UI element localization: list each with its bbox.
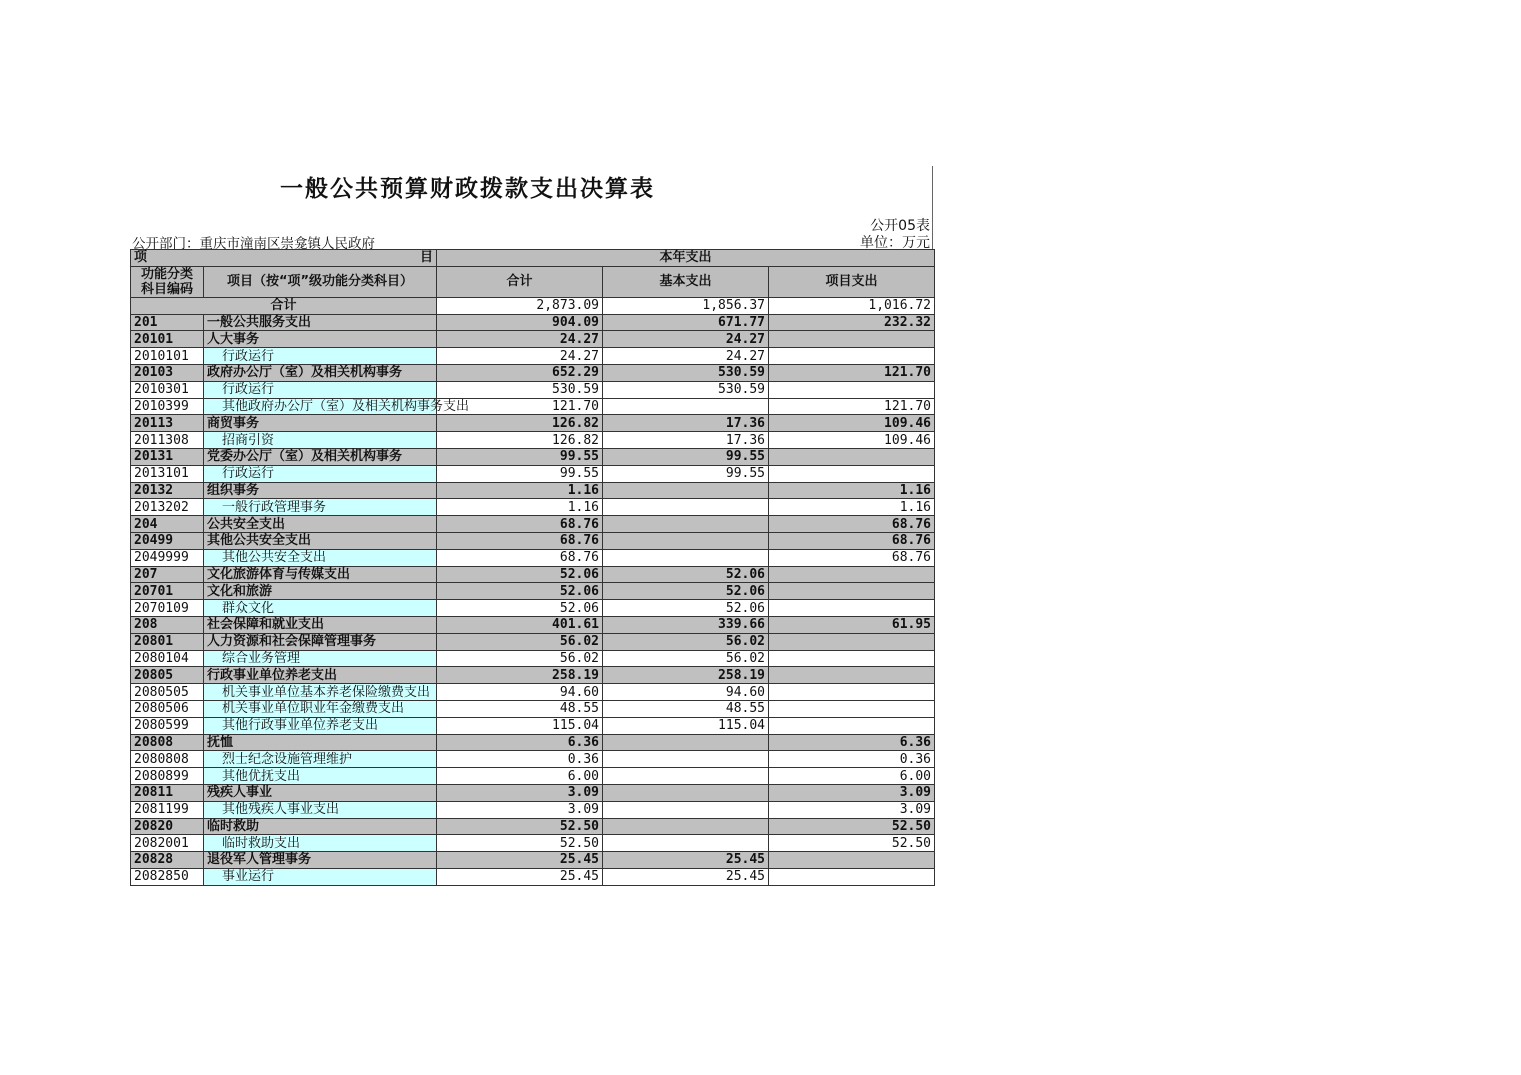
table-row [131,734,935,751]
row-project: 61.95 [769,616,935,633]
row-project [769,448,935,465]
row-name: 其他残疾人事业支出 [204,801,437,818]
row-code: 20811 [131,784,204,801]
row-basic: 530.59 [603,381,769,398]
table-row [131,633,935,650]
row-total: 52.50 [437,835,603,852]
row-code: 2082850 [131,868,204,885]
row-basic [603,784,769,801]
row-project [769,600,935,617]
row-code: 20828 [131,852,204,869]
row-basic: 56.02 [603,650,769,667]
table-row [131,432,935,449]
row-project: 68.76 [769,532,935,549]
row-total: 56.02 [437,633,603,650]
row-total: 401.61 [437,616,603,633]
row-total: 25.45 [437,868,603,885]
row-name: 一般公共服务支出 [204,314,437,331]
table-row [131,684,935,701]
row-basic [603,751,769,768]
total-basic: 1,856.37 [603,297,769,314]
row-project [769,381,935,398]
table-row [131,868,935,885]
row-name: 一般行政管理事务 [204,499,437,516]
row-basic: 56.02 [603,633,769,650]
row-total: 52.50 [437,818,603,835]
row-basic [603,801,769,818]
row-name: 其他优抚支出 [204,768,437,785]
row-project [769,583,935,600]
row-basic: 25.45 [603,852,769,869]
table-row [131,717,935,734]
row-basic: 52.06 [603,566,769,583]
row-code: 20131 [131,448,204,465]
row-code: 2080104 [131,650,204,667]
row-total: 904.09 [437,314,603,331]
row-code: 2082001 [131,835,204,852]
row-name: 行政事业单位养老支出 [204,667,437,684]
row-project: 121.70 [769,398,935,415]
header-row-columns [131,266,935,297]
row-basic [603,482,769,499]
expenditure-table [130,249,935,886]
row-total: 68.76 [437,532,603,549]
row-name: 政府办公厅（室）及相关机构事务 [204,364,437,381]
row-basic: 17.36 [603,432,769,449]
table-row [131,600,935,617]
row-total: 652.29 [437,364,603,381]
row-name: 人力资源和社会保障管理事务 [204,633,437,650]
row-basic [603,499,769,516]
row-basic [603,398,769,415]
row-code: 20820 [131,818,204,835]
row-code: 20499 [131,532,204,549]
row-code: 201 [131,314,204,331]
row-total: 52.06 [437,566,603,583]
row-project [769,650,935,667]
header-row-top [131,250,935,267]
row-project [769,852,935,869]
table-row [131,415,935,432]
table-row [131,499,935,516]
row-basic: 530.59 [603,364,769,381]
table-row [131,835,935,852]
row-total: 68.76 [437,549,603,566]
row-basic: 52.06 [603,583,769,600]
row-name: 其他公共安全支出 [204,532,437,549]
table-row [131,516,935,533]
header-col-name: 项目（按“项”级功能分类科目） [204,266,437,297]
row-name: 人大事务 [204,331,437,348]
row-name: 社会保障和就业支出 [204,616,437,633]
row-project: 3.09 [769,801,935,818]
row-code: 208 [131,616,204,633]
header-category [131,250,437,267]
row-basic: 48.55 [603,700,769,717]
row-total: 99.55 [437,465,603,482]
row-basic: 115.04 [603,717,769,734]
row-name: 其他行政事业单位养老支出 [204,717,437,734]
row-project [769,717,935,734]
row-code: 2049999 [131,549,204,566]
row-name: 机关事业单位基本养老保险缴费支出 [204,684,437,701]
table-row [131,532,935,549]
row-name: 退役军人管理事务 [204,852,437,869]
table-row [131,331,935,348]
table-row [131,768,935,785]
row-basic [603,549,769,566]
row-code: 2070109 [131,600,204,617]
row-project: 52.50 [769,835,935,852]
row-project: 6.36 [769,734,935,751]
row-code: 20701 [131,583,204,600]
row-basic: 25.45 [603,868,769,885]
row-project: 52.50 [769,818,935,835]
row-project: 1.16 [769,499,935,516]
row-name: 其他公共安全支出 [204,549,437,566]
row-total: 6.36 [437,734,603,751]
row-name: 招商引资 [204,432,437,449]
row-total: 6.00 [437,768,603,785]
row-name: 临时救助 [204,818,437,835]
row-project [769,331,935,348]
row-project: 109.46 [769,432,935,449]
row-total: 258.19 [437,667,603,684]
row-basic [603,818,769,835]
row-total: 3.09 [437,784,603,801]
table-row [131,314,935,331]
table-row [131,566,935,583]
table-row [131,751,935,768]
row-code: 20805 [131,667,204,684]
row-basic: 94.60 [603,684,769,701]
table-row [131,583,935,600]
row-code: 20113 [131,415,204,432]
row-name: 党委办公厅（室）及相关机构事务 [204,448,437,465]
row-basic: 17.36 [603,415,769,432]
row-code: 2080505 [131,684,204,701]
row-basic: 99.55 [603,448,769,465]
row-basic [603,532,769,549]
row-name: 综合业务管理 [204,650,437,667]
total-amount: 2,873.09 [437,297,603,314]
row-code: 2013101 [131,465,204,482]
row-code: 2080506 [131,700,204,717]
row-name: 公共安全支出 [204,516,437,533]
row-code: 2013202 [131,499,204,516]
row-name: 行政运行 [204,381,437,398]
row-project: 232.32 [769,314,935,331]
row-basic: 258.19 [603,667,769,684]
table-row [131,616,935,633]
header-xiang: 项 [134,250,148,266]
total-row [131,297,935,314]
row-total: 115.04 [437,717,603,734]
table-row [131,364,935,381]
row-name: 群众文化 [204,600,437,617]
table-row [131,348,935,365]
row-project: 68.76 [769,516,935,533]
table-row [131,818,935,835]
row-total: 52.06 [437,583,603,600]
row-project [769,633,935,650]
row-basic: 339.66 [603,616,769,633]
table-row [131,448,935,465]
table-row [131,398,935,415]
row-code: 2010301 [131,381,204,398]
row-basic: 52.06 [603,600,769,617]
row-basic: 24.27 [603,331,769,348]
page-title: 一般公共预算财政拨款支出决算表 [280,175,655,202]
table-row [131,852,935,869]
table-number: 公开05表 [870,218,930,234]
row-name: 文化和旅游 [204,583,437,600]
row-project: 68.76 [769,549,935,566]
header-col-basic: 基本支出 [603,266,769,297]
row-project: 1.16 [769,482,935,499]
table-row [131,465,935,482]
row-name: 残疾人事业 [204,784,437,801]
total-label: 合计 [131,297,437,314]
row-code: 2010101 [131,348,204,365]
row-basic [603,835,769,852]
row-name: 文化旅游体育与传媒支出 [204,566,437,583]
row-total: 24.27 [437,331,603,348]
row-code: 207 [131,566,204,583]
row-name: 烈士纪念设施管理维护 [204,751,437,768]
row-total: 126.82 [437,432,603,449]
row-total: 121.70 [437,398,603,415]
header-col-code: 功能分类科目编码 [131,266,204,297]
row-total: 1.16 [437,499,603,516]
row-basic: 24.27 [603,348,769,365]
row-project: 121.70 [769,364,935,381]
row-project: 3.09 [769,784,935,801]
row-code: 2080808 [131,751,204,768]
table-row [131,801,935,818]
row-project [769,667,935,684]
row-total: 25.45 [437,852,603,869]
row-project: 109.46 [769,415,935,432]
row-name: 机关事业单位职业年金缴费支出 [204,700,437,717]
row-code: 20101 [131,331,204,348]
row-name: 行政运行 [204,348,437,365]
row-name: 商贸事务 [204,415,437,432]
row-code: 20132 [131,482,204,499]
row-basic: 99.55 [603,465,769,482]
row-code: 20103 [131,364,204,381]
row-name: 抚恤 [204,734,437,751]
table-row [131,667,935,684]
table-row [131,784,935,801]
header-mu: 目 [420,250,434,266]
unit-label: 单位：万元 [860,235,930,251]
row-total: 48.55 [437,700,603,717]
row-basic: 671.77 [603,314,769,331]
title-divider [932,166,933,250]
row-total: 52.06 [437,600,603,617]
row-total: 99.55 [437,448,603,465]
row-code: 2010399 [131,398,204,415]
row-name: 事业运行 [204,868,437,885]
header-this-year: 本年支出 [437,250,935,267]
row-total: 94.60 [437,684,603,701]
row-project [769,465,935,482]
row-name: 组织事务 [204,482,437,499]
table-row [131,650,935,667]
row-total: 3.09 [437,801,603,818]
row-basic [603,516,769,533]
header-col-project: 项目支出 [769,266,935,297]
row-code: 2011308 [131,432,204,449]
row-project [769,348,935,365]
row-code: 20801 [131,633,204,650]
header-col-total: 合计 [437,266,603,297]
row-code: 2080899 [131,768,204,785]
row-basic [603,734,769,751]
table-row [131,700,935,717]
row-total: 0.36 [437,751,603,768]
row-project [769,868,935,885]
row-project [769,700,935,717]
row-code: 2080599 [131,717,204,734]
row-total: 56.02 [437,650,603,667]
table-row [131,549,935,566]
row-total: 68.76 [437,516,603,533]
row-total: 24.27 [437,348,603,365]
row-project [769,566,935,583]
row-name: 临时救助支出 [204,835,437,852]
row-code: 204 [131,516,204,533]
row-basic [603,768,769,785]
row-project: 0.36 [769,751,935,768]
row-code: 2081199 [131,801,204,818]
row-project [769,684,935,701]
row-total: 1.16 [437,482,603,499]
row-code: 20808 [131,734,204,751]
row-name: 其他政府办公厅（室）及相关机构事务支出 [204,398,437,415]
row-project: 6.00 [769,768,935,785]
row-total: 126.82 [437,415,603,432]
table-row [131,482,935,499]
total-project: 1,016.72 [769,297,935,314]
row-total: 530.59 [437,381,603,398]
table-row [131,381,935,398]
department-label: 公开部门：重庆市潼南区崇龛镇人民政府 [132,236,375,252]
row-name: 行政运行 [204,465,437,482]
